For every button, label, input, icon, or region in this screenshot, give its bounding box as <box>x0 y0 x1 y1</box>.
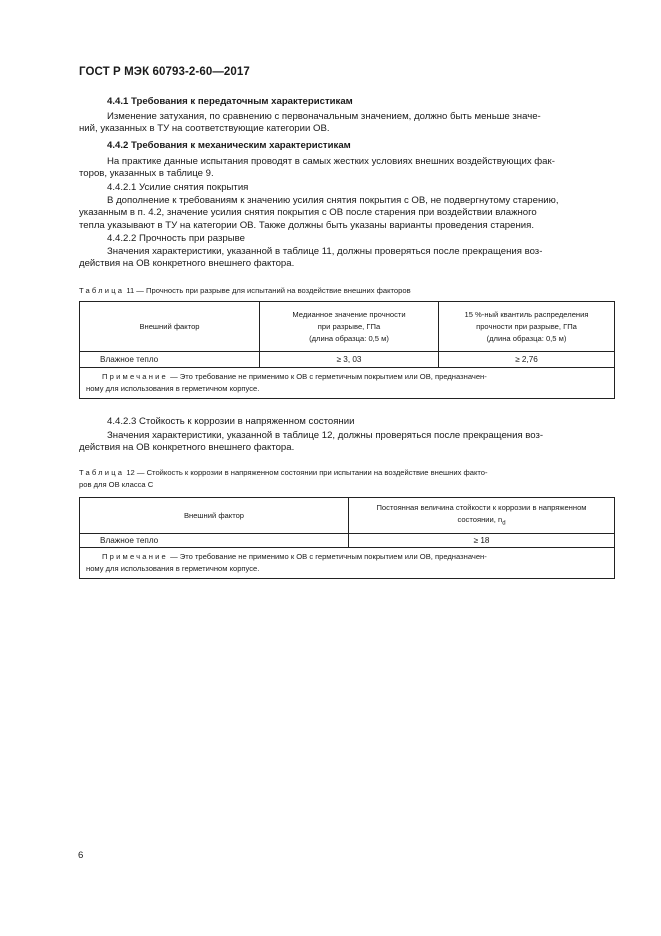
table-row <box>80 534 615 548</box>
caption-text: ров для ОВ класса С <box>79 479 154 489</box>
header-cell <box>260 302 439 352</box>
text-line: ний, указанных в ТУ на соответствующие категории ОВ. <box>79 123 330 135</box>
header-cell <box>439 302 615 352</box>
text-line: действия на ОВ конкретного внешнего фактора. <box>79 258 295 270</box>
note-label: Примечание <box>102 372 168 381</box>
table-header-row <box>80 498 615 534</box>
section-4-4-2-3-title: 4.4.2.3 Стойкость к коррозии в напряженном состоянии <box>107 416 355 427</box>
table-cell: Влажное тепло <box>80 352 260 368</box>
section-4-4-2-1-text <box>79 195 615 232</box>
text-line: Значения характеристики, указанной в таблице 12, должны проверяться после прекращения воз- <box>107 430 544 441</box>
table-cell: Влажное тепло <box>80 534 349 548</box>
note-text: — Это требование не применимо к ОВ с герметичным покрытием или ОВ, предназначен- <box>167 372 487 381</box>
section-4-4-2-2-text <box>79 246 615 271</box>
text-line: действия на ОВ конкретного внешнего фактора. <box>79 442 295 454</box>
caption-text: 12 — Стойкость к коррозии в напряженном состоянии при испытании на воздействие внешних факто- <box>126 468 488 477</box>
table-note-row <box>80 548 615 579</box>
table-11-caption <box>79 285 619 297</box>
table-note <box>80 548 615 579</box>
note-label: Примечание <box>102 552 168 561</box>
header-line: (длина образца: 0,5 м) <box>309 333 389 343</box>
header-line: (длина образца: 0,5 м) <box>486 333 567 343</box>
table-12 <box>79 497 615 579</box>
header-line: при разрыве, ГПа <box>317 321 381 331</box>
text-line: В дополнение к требованиям к значению усилия снятия покрытия с ОВ, не подвергнутому старению, <box>107 195 559 206</box>
subscript: d <box>502 520 506 527</box>
header-line: состоянии, n <box>457 514 503 524</box>
section-4-4-1-title: 4.4.1 Требования к передаточным характеристикам <box>107 96 353 107</box>
text-line: указанным в п. 4.2, значение усилия снятия покрытия с ОВ после старения при воздействии влажного <box>79 207 537 219</box>
text-line: На практике данные испытания проводят в самых жестких условиях внешних воздействующих фак- <box>107 156 555 167</box>
section-4-4-1-text <box>79 111 615 136</box>
table-cell: ≥ 3, 03 <box>260 352 439 368</box>
header-cell <box>349 498 615 534</box>
header-line: Медианное значение прочности <box>292 309 406 319</box>
header-cell: Внешний фактор <box>80 302 260 352</box>
table-cell: ≥ 18 <box>349 534 615 548</box>
caption-text: 11 — Прочность при разрыве для испытаний на воздействие внешних факторов <box>126 286 411 295</box>
document-header: ГОСТ Р МЭК 60793-2-60—2017 <box>79 66 250 78</box>
caption-label: Таблица <box>79 286 125 295</box>
table-note-row <box>80 368 615 399</box>
section-4-4-2-title: 4.4.2 Требования к механическим характеристикам <box>107 140 351 151</box>
table-header-row <box>80 302 615 352</box>
text-line: тепла указывают в ТУ на категории ОВ. Также должны быть указаны варианты проведения старения. <box>79 219 534 231</box>
header-line: прочности при разрыве, ГПа <box>476 321 577 331</box>
caption-label: Таблица <box>79 468 125 477</box>
page-number: 6 <box>78 850 84 861</box>
text-line: Изменение затухания, по сравнению с первоначальным значением, должно быть меньше значе- <box>107 111 541 122</box>
table-11 <box>79 301 615 399</box>
note-text: ному для использования в герметичном корпусе. <box>86 383 260 393</box>
table-row <box>80 352 615 368</box>
table-cell: ≥ 2,76 <box>439 352 615 368</box>
section-4-4-2-1-title: 4.4.2.1 Усилие снятия покрытия <box>107 182 249 193</box>
text-line: Значения характеристики, указанной в таблице 11, должны проверяться после прекращения воз- <box>107 246 543 257</box>
table-note <box>80 368 615 399</box>
header-line: Постоянная величина стойкости к коррозии в напряженном <box>376 502 587 512</box>
note-text: — Это требование не применимо к ОВ с герметичным покрытием или ОВ, предназначен- <box>167 552 487 561</box>
section-4-4-2-text <box>79 156 615 181</box>
header-cell: Внешний фактор <box>80 498 349 534</box>
note-text: ному для использования в герметичном корпусе. <box>86 563 260 573</box>
table-12-caption <box>79 467 619 490</box>
header-line: 15 %-ный квантиль распределения <box>464 309 589 319</box>
text-line: торов, указанных в таблице 9. <box>79 168 214 180</box>
section-4-4-2-2-title: 4.4.2.2 Прочность при разрыве <box>107 233 245 244</box>
section-4-4-2-3-text <box>79 430 615 455</box>
